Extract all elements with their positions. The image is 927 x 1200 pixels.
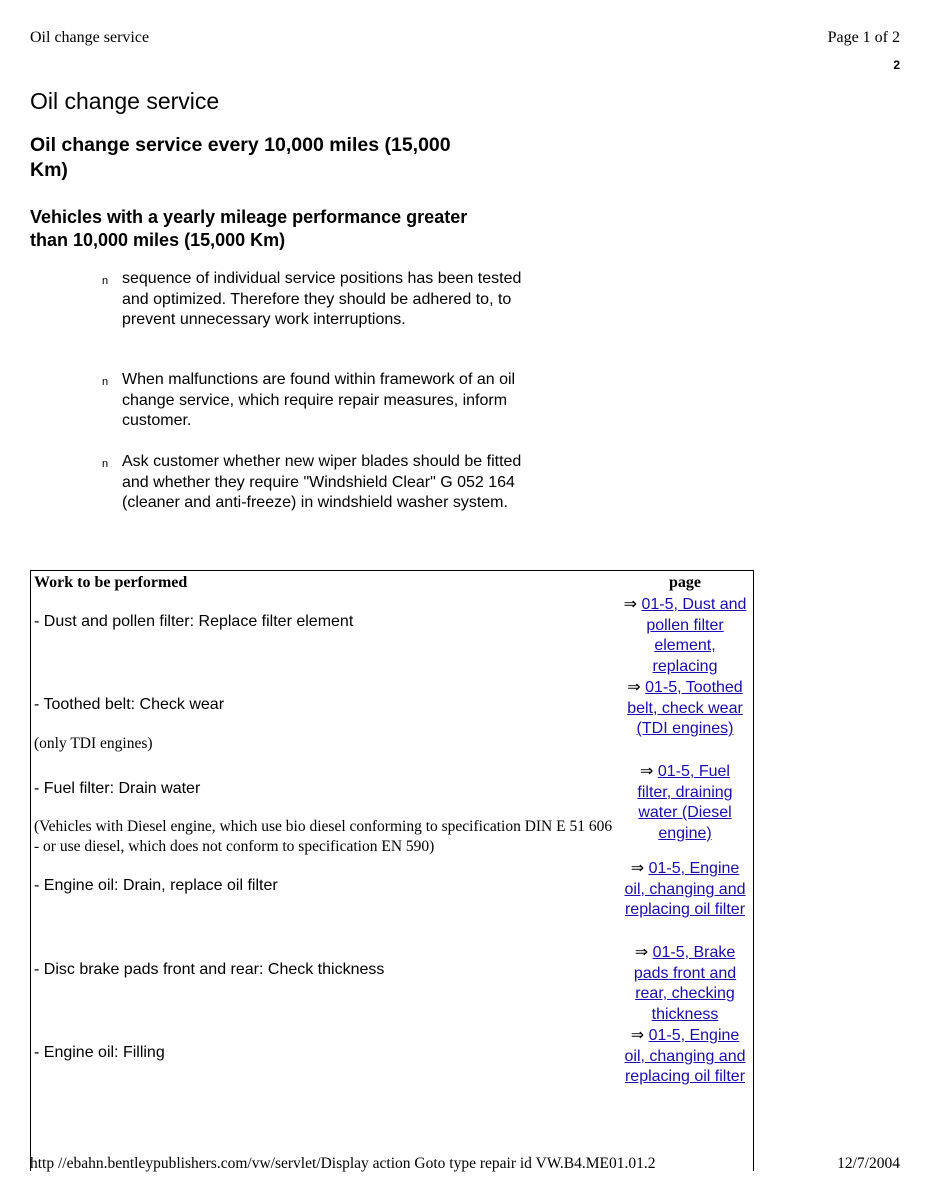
page-title: Oil change service	[30, 88, 220, 114]
reference-cell	[621, 595, 749, 679]
reference-link[interactable]: 01-5, Engine oil, changing and replacing oil filter	[624, 1027, 746, 1085]
subsection-heading: Vehicles with a yearly mileage performance greater than 10,000 miles (15,000 Km)	[30, 207, 468, 250]
reference-cell	[621, 859, 749, 943]
reference-link[interactable]: 01-5, Brake pads front and rear, checking thickness	[633, 944, 737, 1023]
reference-link[interactable]: 01-5, Dust and pollen filter element, replacing	[641, 596, 747, 675]
reference-cell	[621, 943, 749, 1027]
arrow-right-icon: ⇒	[634, 944, 649, 961]
reference-link[interactable]: 01-5, Fuel filter, draining water (Diesel engine)	[637, 763, 733, 842]
bullet-marker: n	[102, 458, 109, 470]
arrow-right-icon: ⇒	[627, 679, 641, 696]
bullet-text: sequence of individual service positions has been tested and optimized. Therefore they should be adhered to, to prevent unnecessary work interruptions.	[122, 270, 522, 328]
arrow-right-icon: ⇒	[630, 1027, 645, 1044]
task-label: - Engine oil: Drain, replace oil filter	[34, 877, 278, 894]
task-label: - Engine oil: Filling	[34, 1044, 165, 1061]
task-note: (only TDI engines)	[34, 735, 153, 752]
page-counter: Page 1 of 2	[827, 29, 900, 46]
reference-cell	[621, 762, 749, 846]
reference-cell	[621, 1026, 749, 1110]
task-label: - Dust and pollen filter: Replace filter element	[34, 613, 354, 630]
footer-date: 12/7/2004	[837, 1155, 900, 1172]
service-table	[30, 570, 754, 1171]
task-note: (Vehicles with Diesel engine, which use bio diesel conforming to specification DIN E 51 606 - or use diesel, which does not conform to specification EN 590)	[34, 818, 613, 855]
bullet-text: When malfunctions are found within framework of an oil change service, which require repair measures, inform customer.	[122, 371, 516, 429]
header-title: Oil change service	[30, 29, 150, 46]
task-label: - Fuel filter: Drain water	[34, 780, 201, 797]
bullet-text: Ask customer whether new wiper blades should be fitted and whether they require "Windshield Clear" G 052 164 (cleaner and anti-freeze) in windshield washer system.	[122, 453, 522, 511]
column-header-work: Work to be performed	[34, 574, 188, 591]
section-heading: Oil change service every 10,000 miles (15,000 Km)	[30, 134, 451, 181]
page-number-mark: 2	[893, 58, 900, 72]
reference-link[interactable]: 01-5, Toothed belt, check wear (TDI engines)	[627, 679, 743, 737]
reference-cell	[621, 678, 749, 762]
task-label: - Disc brake pads front and rear: Check thickness	[34, 961, 385, 978]
arrow-right-icon: ⇒	[630, 860, 645, 877]
bullet-marker: n	[102, 376, 109, 388]
reference-link[interactable]: 01-5, Engine oil, changing and replacing oil filter	[624, 860, 746, 918]
arrow-right-icon: ⇒	[623, 596, 637, 613]
column-header-page: page	[669, 574, 701, 591]
task-label: - Toothed belt: Check wear	[34, 696, 225, 713]
bullet-marker: n	[102, 275, 109, 287]
arrow-right-icon: ⇒	[640, 763, 654, 780]
footer-url: http //ebahn.bentleypublishers.com/vw/servlet/Display action Goto type repair id VW.B4.ME01.01.2	[30, 1155, 656, 1172]
